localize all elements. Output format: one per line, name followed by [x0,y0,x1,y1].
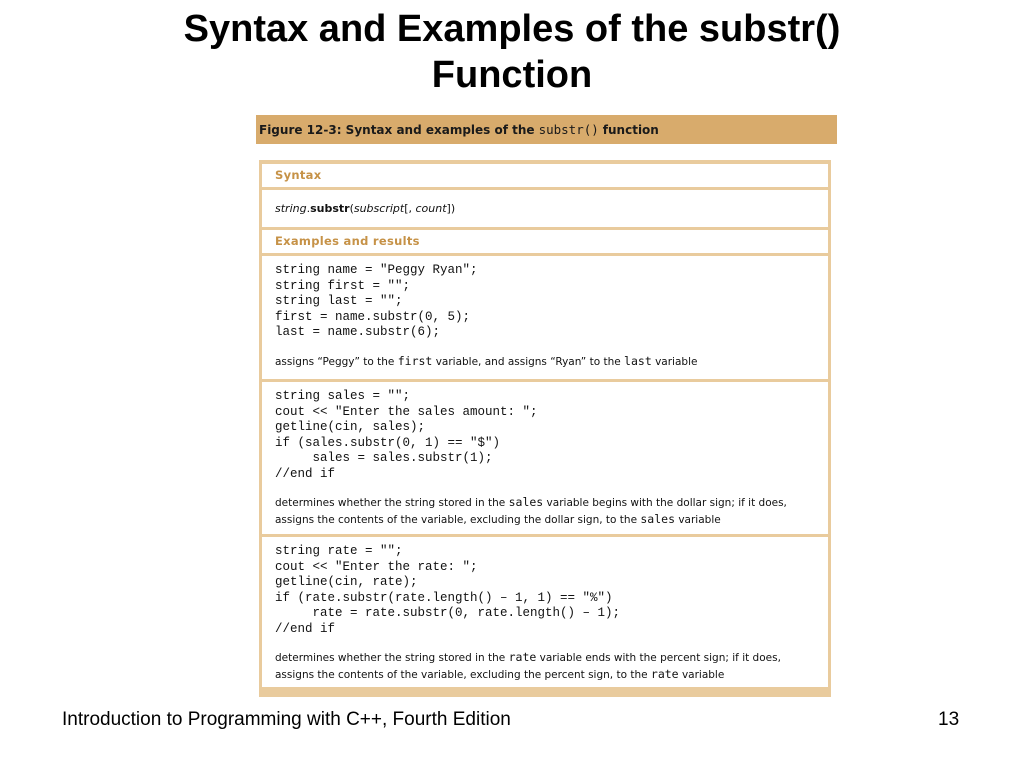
figure-caption [256,115,837,144]
example-3-desc-text-1: determines whether the string stored in the [275,652,509,664]
figure-caption-code: substr() [538,122,599,137]
syntax-object: string [275,202,307,215]
examples-header-row [262,230,828,253]
footer-book-title: Introduction to Programming with C++, Fourth Edition [62,709,511,730]
example-2-desc-text-3: variable [675,514,721,526]
footer-page-number: 13 [938,709,960,730]
example-1-desc-text-2: variable, and assigns “Ryan” to the [432,355,625,368]
example-2-code: string sales = ""; cout << "Enter the sales amount: "; getline(cin, sales); if (sales.substr(0, 1) == "$") sales = sales.substr(1); //end if [275,389,538,481]
example-row-3 [262,537,828,687]
slide-title [0,6,1024,98]
syntax-dot: . [306,202,311,215]
syntax-line [275,190,828,227]
example-1-desc-code-1: first [397,353,433,368]
slide-title-line-2: Function [431,54,593,96]
syntax-arg-count: count [415,202,447,215]
syntax-header-row [262,164,828,187]
example-3-desc-code-1: rate [508,650,537,664]
figure-caption-suffix: function [602,122,659,137]
example-1-description [275,353,828,370]
slide-title-line-1: Syntax and Examples of the substr() [183,8,841,50]
syntax-arg-subscript: subscript [353,202,405,215]
example-2-desc-text-1: determines whether the string stored in the [275,497,509,509]
syntax-examples-table [259,160,831,697]
syntax-bracket-open: [, [404,202,416,215]
example-3-desc-text-2: variable ends with the percent sign; if it does, assigns the contents of the variable, excluding the percent sign, to the [275,652,781,681]
example-3-description [275,649,828,683]
example-row-1 [262,256,828,379]
example-3-desc-text-3: variable [678,669,725,681]
example-1-code: string name = "Peggy Ryan"; string first = ""; string last = ""; first = name.substr(0, 5); last = name.substr(6); [275,263,478,339]
example-1-desc-text-3: variable [651,355,698,368]
syntax-method: substr [310,202,350,215]
example-row-2 [262,382,828,534]
example-3-code: string rate = ""; cout << "Enter the rate: "; getline(cin, rate); if (rate.substr(rate.length() – 1, 1) == "%") rate = rate.substr(0, rate.length() – 1); //end if [275,544,621,636]
examples-header: Examples and results [275,234,420,248]
figure-caption-prefix: Figure 12-3: Syntax and examples of the [259,122,535,137]
example-2-description [275,494,828,528]
syntax-close: ]) [446,202,456,215]
example-1-desc-text-1: assigns “Peggy” to the [275,355,398,368]
syntax-header: Syntax [275,168,322,182]
example-2-desc-code-2: sales [640,512,675,526]
example-3-desc-code-2: rate [650,667,679,681]
example-2-desc-text-2: variable begins with the dollar sign; if it does, assigns the contents of the variable, excluding the dollar sign, to the [275,497,787,526]
example-1-desc-code-2: last [624,353,652,368]
example-2-desc-code-1: sales [508,495,544,509]
syntax-row [262,190,828,227]
syntax-open: ( [349,202,354,215]
